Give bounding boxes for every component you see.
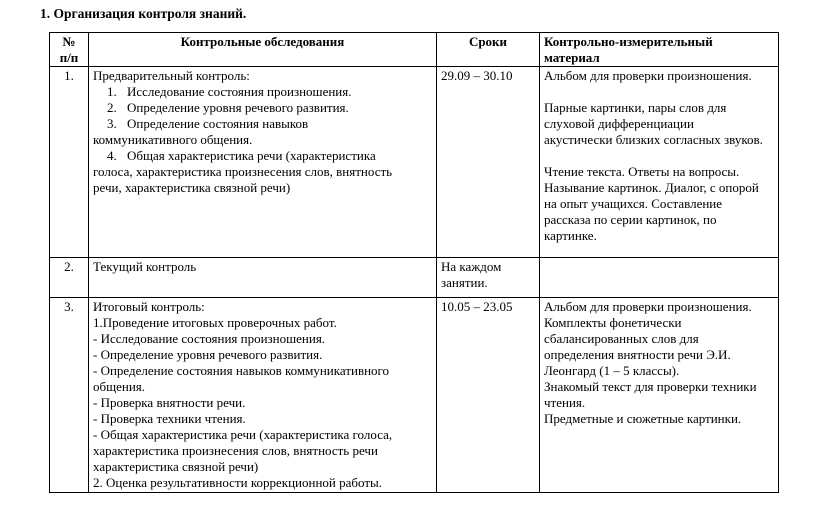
term-line: На каждом [441,259,502,274]
material-line: Знакомый текст для проверки техники [544,379,757,394]
list-item: 4. Общая характеристика речи (характеристика [107,148,376,163]
material-line: слуховой дифференциации [544,116,694,131]
row-number: 1. [50,67,89,258]
row-term: 29.09 – 30.10 [437,67,540,258]
material-line: на опыт учащихся. Составление [544,196,723,211]
row-term [437,258,540,298]
exam-line: Итоговый контроль: [93,299,205,314]
header-material-line1: Контрольно-измерительный [544,34,713,49]
header-exams: Контрольные обследования [89,33,437,67]
header-terms: Сроки [437,33,540,67]
material-line: Называние картинок. Диалог, с опорой [544,180,759,195]
material-line: Леонгард (1 – 5 классы). [544,363,680,378]
row-title: Предварительный контроль: [93,68,250,83]
list-item-continuation: голоса, характеристика произнесения слов, внятность [93,164,393,179]
exam-line: - Общая характеристика речи (характеристика голоса, [93,427,393,442]
header-number [50,33,89,67]
list-item: 3. Определение состояния навыков [107,116,309,131]
row-number: 3. [50,298,89,493]
material-line: Чтение текста. Ответы на вопросы. [544,164,740,179]
material-line: сбалансированных слов для [544,331,699,346]
row-exams [89,298,437,493]
table-row [50,67,779,258]
exam-line: - Определение состояния навыков коммуникативного [93,363,390,378]
list-item: 1. Исследование состояния произношения. [107,84,352,99]
row-material [540,258,779,298]
list-item-continuation: речи, характеристика связной речи) [93,180,291,195]
material-line: рассказа по серии картинок, по [544,212,717,227]
row-exams: Текущий контроль [89,258,437,298]
material-line: определения внятности речи Э.И. [544,347,731,362]
table-row [50,258,779,298]
material-line: Комплекты фонетически [544,315,682,330]
material-line: Парные картинки, пары слов для [544,100,727,115]
exam-line: 2. Оценка результативности коррекционной работы. [93,475,382,490]
table-row [50,298,779,493]
exam-line: общения. [93,379,146,394]
row-number: 2. [50,258,89,298]
control-table [49,32,779,493]
material-line: Предметные и сюжетные картинки. [544,411,742,426]
header-material [540,33,779,67]
exam-line: - Определение уровня речевого развития. [93,347,323,362]
exam-line: - Исследование состояния произношения. [93,331,326,346]
header-number-line2: п/п [59,50,79,65]
material-line: чтения. [544,395,586,410]
list-item-continuation: коммуникативного общения. [93,132,253,147]
material-line: акустически близких согласных звуков. [544,132,763,147]
row-exams [89,67,437,258]
list-item: 2. Определение уровня речевого развития. [107,100,349,115]
exam-line: 1.Проведение итоговых проверочных работ. [93,315,337,330]
material-line: картинке. [544,228,597,243]
header-material-line2: материал [544,50,600,65]
row-material [540,298,779,493]
section-heading: 1. Организация контроля знаний. [40,6,247,21]
material-line: Альбом для проверки произношения. [544,68,752,83]
material-line: Альбом для проверки произношения. [544,299,752,314]
term-line: занятии. [441,275,488,290]
exam-line: - Проверка техники чтения. [93,411,246,426]
header-number-line1: № [62,34,76,49]
exam-line: характеристика связной речи) [93,459,259,474]
row-term: 10.05 – 23.05 [437,298,540,493]
exam-line: характеристика произнесения слов, внятность речи [93,443,378,458]
exam-line: - Проверка внятности речи. [93,395,246,410]
row-material [540,67,779,258]
table-header-row [50,33,779,67]
